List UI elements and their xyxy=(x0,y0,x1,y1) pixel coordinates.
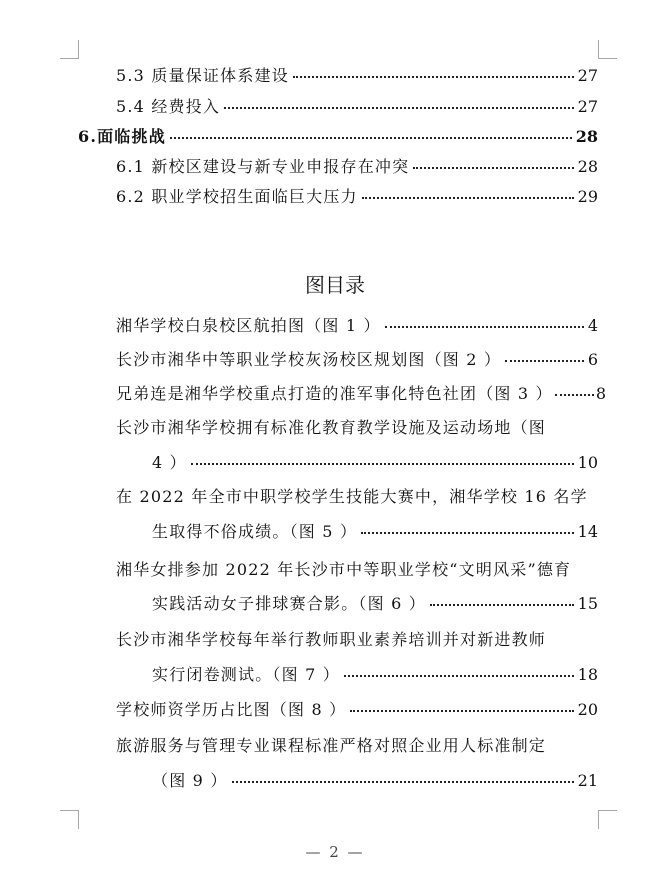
figure-entry-page: 21 xyxy=(577,771,598,790)
figure-entry-page: 10 xyxy=(577,453,598,472)
toc-entry-page: 27 xyxy=(577,97,598,116)
figure-entry-page: 6 xyxy=(587,350,598,369)
figure-entry-label: 长沙市湘华中等职业学校灰汤校区规划图（图 2 ） xyxy=(116,350,502,369)
crop-mark-top-left xyxy=(60,40,79,59)
figure-entry-label-continued: 实践活动女子排球赛合影。（图 6 ） xyxy=(152,594,426,613)
figure-entry-label-continued: 生取得不俗成绩。（图 5 ） xyxy=(152,522,358,541)
toc-entry-page: 29 xyxy=(577,187,598,206)
figure-entry[interactable] xyxy=(152,453,598,473)
figure-entry[interactable] xyxy=(116,316,598,336)
toc-entry-page: 28 xyxy=(575,127,598,146)
figure-entry-label[interactable]: 在 2022 年全市中职学校学生技能大赛中，湘华学校 16 名学 xyxy=(116,487,588,506)
figure-entry-label-continued: 4 ） xyxy=(152,453,187,472)
figure-entry-page: 18 xyxy=(577,665,598,684)
figure-entry-label[interactable]: 湘华女排参加 2022 年长沙市中等职业学校“文明风采”德育 xyxy=(116,560,572,579)
crop-mark-bottom-right xyxy=(598,810,617,829)
dot-leader xyxy=(232,781,574,783)
figure-entry-page: 4 xyxy=(587,316,598,335)
figure-entry[interactable] xyxy=(152,665,598,685)
figure-entry-label[interactable]: 长沙市湘华学校拥有标准化教育教学设施及运动场地（图 xyxy=(116,418,547,437)
figure-entry-label[interactable]: 旅游服务与管理专业课程标准严格对照企业用人标准制定 xyxy=(116,736,547,755)
figure-list-heading: 图目录 xyxy=(305,273,365,297)
figure-entry[interactable] xyxy=(152,771,598,791)
toc-entry-label: 5.3 质量保证体系建设 xyxy=(116,66,289,85)
figure-entry-label: 湘华学校白泉校区航拍图（图 1 ） xyxy=(116,316,381,335)
dot-leader xyxy=(224,107,574,109)
dot-leader xyxy=(170,137,572,139)
toc-entry[interactable] xyxy=(116,97,598,117)
dot-leader xyxy=(361,532,573,534)
figure-entry[interactable] xyxy=(116,384,606,404)
toc-entry-label: 5.4 经费投入 xyxy=(116,97,221,116)
figure-entry-label: 兄弟连是湘华学校重点打造的准军事化特色社团（图 3 ） xyxy=(116,384,553,403)
figure-entry-page: 8 xyxy=(595,384,606,403)
dot-leader xyxy=(191,463,574,465)
toc-entry[interactable] xyxy=(116,187,598,207)
figure-entry-page: 14 xyxy=(577,522,598,541)
toc-entry[interactable] xyxy=(116,66,598,86)
figure-entry[interactable] xyxy=(152,594,598,614)
dot-leader xyxy=(430,604,574,606)
figure-entry-page: 15 xyxy=(577,594,598,613)
toc-entry-page: 28 xyxy=(577,157,598,176)
figure-entry-label[interactable]: 长沙市湘华学校每年举行教师职业素养培训并对新进教师 xyxy=(116,630,547,649)
toc-entry[interactable] xyxy=(116,157,598,177)
dot-leader xyxy=(555,394,594,396)
dot-leader xyxy=(505,360,584,362)
dot-leader xyxy=(344,675,574,677)
dot-leader xyxy=(362,197,574,199)
figure-entry-page: 20 xyxy=(577,700,598,719)
figure-entry-label-continued: 实行闭卷测试。（图 7 ） xyxy=(152,665,340,684)
dot-leader xyxy=(413,167,573,169)
toc-entry-label: 6.面临挑战 xyxy=(78,127,166,146)
figure-entry-label: 学校师资学历占比图（图 8 ） xyxy=(116,700,347,719)
page-number-footer: — 2 — xyxy=(305,843,365,861)
toc-entry-label: 6.2 职业学校招生面临巨大压力 xyxy=(116,187,358,206)
figure-entry-label-continued: （图 9 ） xyxy=(152,771,228,790)
figure-entry[interactable] xyxy=(116,350,598,370)
crop-mark-top-right xyxy=(598,40,617,59)
dot-leader xyxy=(350,710,573,712)
toc-chapter-entry[interactable] xyxy=(78,127,598,147)
toc-entry-page: 27 xyxy=(577,66,598,85)
dot-leader xyxy=(385,326,584,328)
figure-entry[interactable] xyxy=(116,700,598,720)
crop-mark-bottom-left xyxy=(60,810,79,829)
dot-leader xyxy=(293,76,574,78)
figure-entry[interactable] xyxy=(152,522,598,542)
toc-entry-label: 6.1 新校区建设与新专业申报存在冲突 xyxy=(116,157,410,176)
